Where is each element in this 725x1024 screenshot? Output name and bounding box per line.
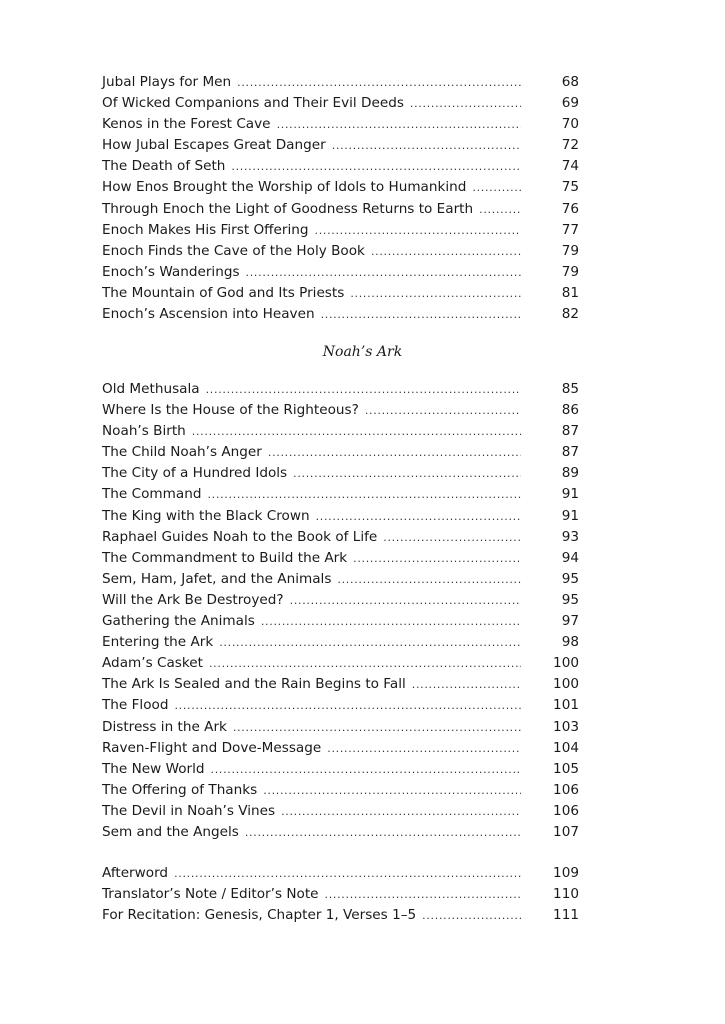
dot-leader xyxy=(365,400,521,421)
toc-entry-title: Will the Ark Be Destroyed? xyxy=(102,591,284,608)
toc-entry-page-number: 107 xyxy=(553,823,579,840)
toc-entry-page-number: 104 xyxy=(553,739,579,756)
dot-leader xyxy=(332,135,521,156)
toc-entry-title: Afterword xyxy=(102,865,169,881)
toc-entry-title: Adam’s Casket xyxy=(102,655,203,672)
toc-entry xyxy=(102,695,579,716)
toc-entry-title: The Offering of Thanks xyxy=(102,781,258,798)
toc-entry-page-number: 97 xyxy=(561,613,579,630)
toc-entry xyxy=(102,220,579,241)
dot-leader xyxy=(472,177,521,198)
dot-leader xyxy=(293,463,521,484)
toc-entry-page-number: 85 xyxy=(561,381,579,397)
toc-entry xyxy=(102,653,579,674)
dot-leader xyxy=(207,484,521,505)
toc-entry-page-number: 82 xyxy=(561,306,579,323)
dot-leader xyxy=(245,822,521,843)
dot-leader xyxy=(410,93,521,114)
dot-leader xyxy=(337,569,521,590)
dot-leader xyxy=(353,548,521,569)
dot-leader xyxy=(327,738,521,759)
toc-entry xyxy=(102,135,579,156)
toc-entry xyxy=(102,400,579,421)
toc-section-1 xyxy=(102,72,579,325)
toc-entry-title: The Command xyxy=(102,486,202,503)
toc-entry-title: The Commandment to Build the Ark xyxy=(102,549,348,566)
toc-entry xyxy=(102,241,579,262)
toc-entry xyxy=(102,548,579,569)
toc-entry-page-number: 101 xyxy=(553,697,579,714)
toc-entry-page-number: 100 xyxy=(553,655,579,672)
toc-entry xyxy=(102,262,579,283)
dot-leader xyxy=(206,379,521,400)
toc-entry-page-number: 70 xyxy=(561,116,579,133)
toc-entry-page-number: 111 xyxy=(553,907,579,924)
toc-entry xyxy=(102,905,579,926)
toc-entry-page-number: 75 xyxy=(561,179,579,196)
toc-entry-title: Gathering the Animals xyxy=(102,613,255,630)
toc-entry-title: Translator’s Note / Editor’s Note xyxy=(102,886,319,903)
toc-entry-title: How Jubal Escapes Great Danger xyxy=(102,137,326,154)
toc-entry xyxy=(102,114,579,135)
toc-entry-title: Kenos in the Forest Cave xyxy=(102,116,271,133)
toc-entry-title: Distress in the Ark xyxy=(102,718,227,735)
dot-leader xyxy=(174,863,521,884)
toc-entry-page-number: 100 xyxy=(553,676,579,693)
dot-leader xyxy=(371,241,521,262)
toc-entry xyxy=(102,463,579,484)
section-heading: Noah’s Ark xyxy=(322,344,403,360)
toc-entry-title: Sem and the Angels xyxy=(102,823,239,840)
toc-entry-title: The Ark Is Sealed and the Rain Begins to Fall xyxy=(102,676,406,693)
toc-entry-page-number: 93 xyxy=(561,528,579,545)
toc-entry-page-number: 87 xyxy=(561,423,579,440)
toc-entry xyxy=(102,421,579,442)
toc-entry xyxy=(102,822,579,843)
toc-entry xyxy=(102,863,579,884)
toc-entry xyxy=(102,156,579,177)
toc-entry-page-number: 86 xyxy=(561,402,579,419)
dot-leader xyxy=(209,653,521,674)
toc-entry-page-number: 103 xyxy=(553,718,579,735)
toc-entry-title: The Flood xyxy=(102,697,169,714)
toc-entry-page-number: 68 xyxy=(561,74,579,90)
toc-entry xyxy=(102,738,579,759)
toc-entry-title: Where Is the House of the Righteous? xyxy=(102,402,359,419)
toc-entry xyxy=(102,632,579,653)
toc-entry-title: Noah’s Birth xyxy=(102,423,186,440)
dot-leader xyxy=(231,156,521,177)
dot-leader xyxy=(233,717,521,738)
toc-entry-title: The Mountain of God and Its Priests xyxy=(102,284,345,301)
toc-entry-page-number: 91 xyxy=(561,486,579,503)
dot-leader xyxy=(315,220,521,241)
toc-entry xyxy=(102,177,579,198)
toc-entry-title: Old Methusala xyxy=(102,381,200,397)
dot-leader xyxy=(325,884,521,905)
toc-entry-title: Through Enoch the Light of Goodness Returns to Earth xyxy=(102,200,474,217)
toc-entry-title: Enoch’s Wanderings xyxy=(102,263,240,280)
toc-section-3 xyxy=(102,863,579,926)
dot-leader xyxy=(268,442,521,463)
toc-entry xyxy=(102,484,579,505)
toc-entry-page-number: 81 xyxy=(561,284,579,301)
toc-entry-title: Enoch’s Ascension into Heaven xyxy=(102,306,315,323)
dot-leader xyxy=(422,905,521,926)
dot-leader xyxy=(174,695,521,716)
dot-leader xyxy=(192,421,521,442)
toc-entry-title: Raven-Flight and Dove-Message xyxy=(102,739,322,756)
toc-entry-title: Enoch Makes His First Offering xyxy=(102,221,309,238)
dot-leader xyxy=(383,527,521,548)
toc-entry xyxy=(102,759,579,780)
toc-entry xyxy=(102,884,579,905)
toc-entry-page-number: 95 xyxy=(561,570,579,587)
dot-leader xyxy=(350,283,521,304)
toc-entry xyxy=(102,527,579,548)
toc-entry xyxy=(102,780,579,801)
toc-entry-page-number: 87 xyxy=(561,444,579,461)
toc-entry-page-number: 72 xyxy=(561,137,579,154)
toc-entry-page-number: 77 xyxy=(561,221,579,238)
dot-leader xyxy=(277,114,521,135)
toc-entry-title: How Enos Brought the Worship of Idols to Humankind xyxy=(102,179,467,196)
dot-leader xyxy=(261,611,521,632)
toc-entry xyxy=(102,569,579,590)
toc-entry xyxy=(102,611,579,632)
dot-leader xyxy=(412,674,521,695)
toc-entry-page-number: 106 xyxy=(553,781,579,798)
toc-entry xyxy=(102,590,579,611)
toc-entry-page-number: 89 xyxy=(561,465,579,482)
toc-entry-page-number: 106 xyxy=(553,802,579,819)
toc-entry xyxy=(102,283,579,304)
dot-leader xyxy=(316,506,521,527)
toc-entry-page-number: 98 xyxy=(561,634,579,651)
toc-entry xyxy=(102,801,579,822)
toc-entry-title: Raphael Guides Noah to the Book of Life xyxy=(102,528,378,545)
toc-entry xyxy=(102,506,579,527)
toc-entry-title: The New World xyxy=(102,760,205,777)
dot-leader xyxy=(321,304,521,325)
toc-entry-page-number: 94 xyxy=(561,549,579,566)
toc-entry xyxy=(102,93,579,114)
toc-entry-title: The Child Noah’s Anger xyxy=(102,444,262,461)
toc-entry xyxy=(102,379,579,400)
toc-entry-title: The Devil in Noah’s Vines xyxy=(102,802,276,819)
toc-entry-title: For Recitation: Genesis, Chapter 1, Verses 1–5 xyxy=(102,907,417,924)
toc-entry-page-number: 91 xyxy=(561,507,579,524)
dot-leader xyxy=(290,590,521,611)
dot-leader xyxy=(237,72,521,93)
dot-leader xyxy=(479,199,521,220)
toc-entry-title: The King with the Black Crown xyxy=(102,507,310,524)
toc-entry-page-number: 105 xyxy=(553,760,579,777)
toc-entry xyxy=(102,72,579,93)
toc-entry-page-number: 76 xyxy=(561,200,579,217)
toc-entry-title: Entering the Ark xyxy=(102,634,214,651)
toc-entry-page-number: 109 xyxy=(553,865,579,881)
toc-entry xyxy=(102,304,579,325)
toc-entry-page-number: 74 xyxy=(561,158,579,175)
toc-entry-title: Sem, Ham, Jafet, and the Animals xyxy=(102,570,332,587)
dot-leader xyxy=(211,759,521,780)
toc-entry-title: Of Wicked Companions and Their Evil Deeds xyxy=(102,95,404,112)
toc-entry-title: Enoch Finds the Cave of the Holy Book xyxy=(102,242,365,259)
toc-entry-page-number: 95 xyxy=(561,591,579,608)
dot-leader xyxy=(263,780,521,801)
toc-entry-title: The Death of Seth xyxy=(102,158,226,175)
toc-entry-page-number: 79 xyxy=(561,263,579,280)
toc-entry-page-number: 69 xyxy=(561,95,579,112)
toc-entry-page-number: 79 xyxy=(561,242,579,259)
dot-leader xyxy=(281,801,521,822)
toc-entry xyxy=(102,674,579,695)
dot-leader xyxy=(246,262,521,283)
toc-entry xyxy=(102,199,579,220)
toc-entry xyxy=(102,717,579,738)
toc-entry-title: Jubal Plays for Men xyxy=(102,74,232,90)
toc-entry-page-number: 110 xyxy=(553,886,579,903)
toc-section-2 xyxy=(102,379,579,843)
dot-leader xyxy=(219,632,521,653)
toc-entry-title: The City of a Hundred Idols xyxy=(102,465,288,482)
toc-entry xyxy=(102,442,579,463)
